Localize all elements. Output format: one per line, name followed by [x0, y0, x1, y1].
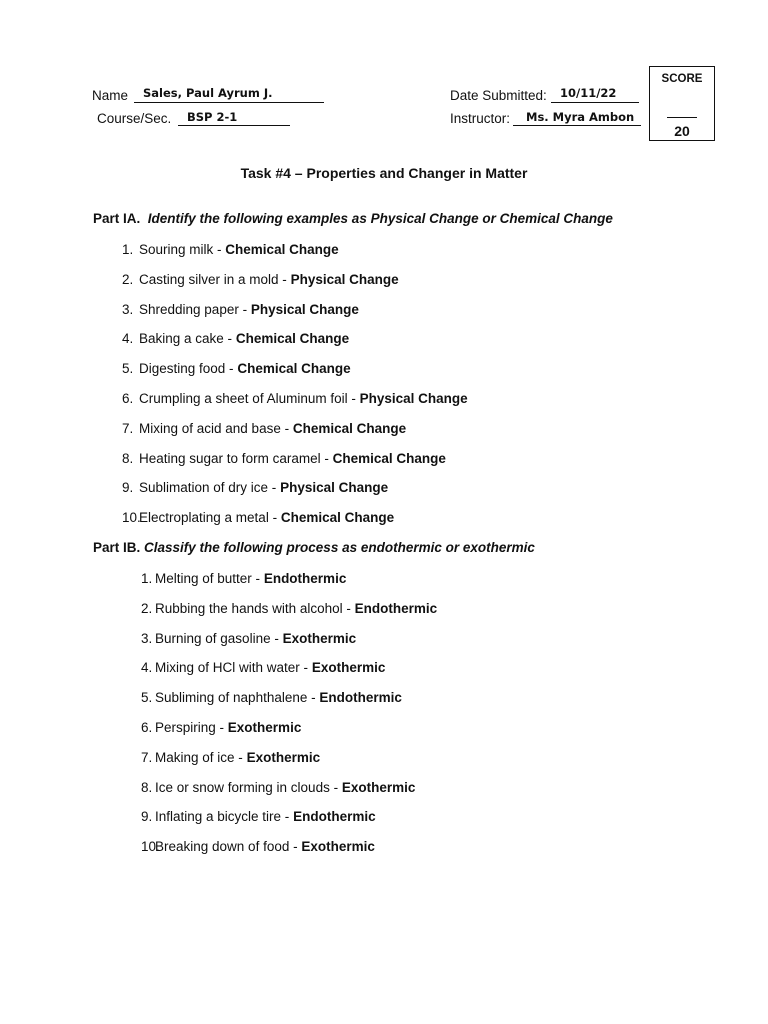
list-item	[122, 451, 446, 466]
item-number: 5.	[141, 690, 153, 706]
part-ia-instruction: Identify the following examples as Physical Change or Chemical Change	[147, 211, 613, 226]
score-label: SCORE	[661, 73, 703, 85]
item-number: 4.	[122, 331, 134, 347]
item-text: Heating sugar to form caramel -	[139, 450, 329, 466]
item-text: Rubbing the hands with alcohol -	[155, 600, 351, 616]
list-item	[141, 809, 376, 824]
item-text: Making of ice -	[155, 749, 243, 765]
list-item	[141, 780, 415, 795]
list-item	[141, 571, 346, 586]
item-answer: Chemical Change	[235, 331, 350, 347]
part-ib-heading	[93, 540, 535, 555]
item-text: Digesting food -	[139, 361, 234, 377]
item-text: Baking a cake -	[139, 331, 233, 347]
item-text: Casting silver in a mold -	[139, 271, 287, 287]
list-item	[141, 839, 375, 854]
instructor-label: Instructor:	[450, 111, 511, 126]
item-answer: Physical Change	[359, 391, 468, 406]
date-value: 10/11/22	[560, 86, 617, 100]
item-number: 3.	[122, 301, 134, 317]
name-label: Name	[92, 88, 129, 103]
item-text: Shredding paper -	[139, 301, 248, 317]
item-number: 10.	[122, 510, 141, 526]
instructor-value: Ms. Myra Ambon	[526, 110, 635, 124]
list-item	[122, 242, 339, 257]
part-ia-prefix: Part IA.	[93, 211, 141, 226]
item-number: 8.	[141, 779, 153, 795]
item-text: Souring milk -	[139, 242, 222, 257]
item-number: 6.	[122, 391, 134, 406]
item-text: Ice or snow forming in clouds -	[155, 779, 339, 795]
list-item	[141, 690, 402, 705]
list-item	[141, 631, 356, 646]
list-item	[122, 510, 394, 525]
list-item	[122, 272, 399, 287]
item-answer: Exothermic	[311, 660, 386, 676]
item-answer: Exothermic	[282, 630, 357, 646]
item-answer: Chemical Change	[225, 242, 339, 257]
item-answer: Endothermic	[263, 571, 347, 586]
name-value: Sales, Paul Ayrum J.	[143, 86, 273, 100]
item-answer: Exothermic	[341, 779, 416, 795]
item-answer: Physical Change	[290, 271, 399, 287]
item-answer: Endothermic	[293, 809, 376, 825]
item-answer: Exothermic	[301, 839, 375, 855]
course-value: BSP 2-1	[187, 110, 238, 124]
item-number: 10.	[141, 839, 160, 855]
score-box	[649, 66, 715, 141]
item-number: 1.	[141, 571, 153, 586]
item-text: Crumpling a sheet of Aluminum foil -	[139, 391, 356, 406]
item-answer: Exothermic	[227, 720, 302, 735]
item-answer: Endothermic	[354, 600, 438, 616]
course-label: Course/Sec.	[97, 111, 172, 126]
item-text: Sublimation of dry ice -	[139, 480, 277, 496]
part-ia-heading	[93, 211, 613, 226]
list-item	[122, 361, 351, 376]
item-text: Electroplating a metal -	[139, 510, 278, 526]
item-text: Mixing of acid and base -	[139, 420, 290, 436]
item-text: Mixing of HCl with water -	[155, 660, 309, 676]
date-label: Date Submitted:	[450, 88, 547, 103]
item-answer: Chemical Change	[332, 450, 446, 466]
item-answer: Endothermic	[319, 690, 402, 706]
item-text: Inflating a bicycle tire -	[155, 809, 290, 825]
item-number: 1.	[122, 242, 134, 257]
list-item	[141, 601, 437, 616]
list-item	[141, 720, 301, 735]
item-number: 4.	[141, 660, 153, 676]
item-answer: Exothermic	[246, 749, 321, 765]
score-blank	[667, 117, 697, 118]
item-answer: Chemical Change	[280, 510, 395, 526]
list-item	[122, 421, 406, 436]
list-item	[122, 391, 468, 406]
item-number: 7.	[141, 749, 153, 765]
item-text: Melting of butter -	[155, 571, 261, 586]
item-number: 3.	[141, 630, 153, 646]
item-answer: Chemical Change	[292, 420, 407, 436]
item-number: 7.	[122, 420, 134, 436]
item-number: 2.	[141, 600, 153, 616]
item-number: 8.	[122, 450, 134, 466]
item-text: Perspiring -	[155, 720, 225, 735]
item-number: 6.	[141, 720, 153, 735]
item-text: Breaking down of food -	[155, 839, 298, 855]
item-answer: Physical Change	[280, 480, 389, 496]
item-number: 5.	[122, 361, 134, 377]
item-number: 2.	[122, 271, 134, 287]
part-ib-prefix: Part IB.	[93, 540, 141, 555]
item-number: 9.	[122, 480, 134, 496]
list-item	[122, 302, 359, 317]
item-text: Burning of gasoline -	[155, 630, 279, 646]
list-item	[141, 660, 385, 675]
item-answer: Chemical Change	[237, 361, 351, 377]
list-item	[122, 480, 388, 495]
page-title: Task #4 – Properties and Changer in Matter	[240, 165, 528, 181]
item-number: 9.	[141, 809, 153, 825]
item-answer: Physical Change	[250, 301, 359, 317]
part-ib-instruction: Classify the following process as endothermic or exothermic	[144, 540, 535, 555]
item-text: Subliming of naphthalene -	[155, 690, 316, 706]
score-total: 20	[674, 123, 690, 139]
list-item	[141, 750, 320, 765]
list-item	[122, 331, 349, 346]
